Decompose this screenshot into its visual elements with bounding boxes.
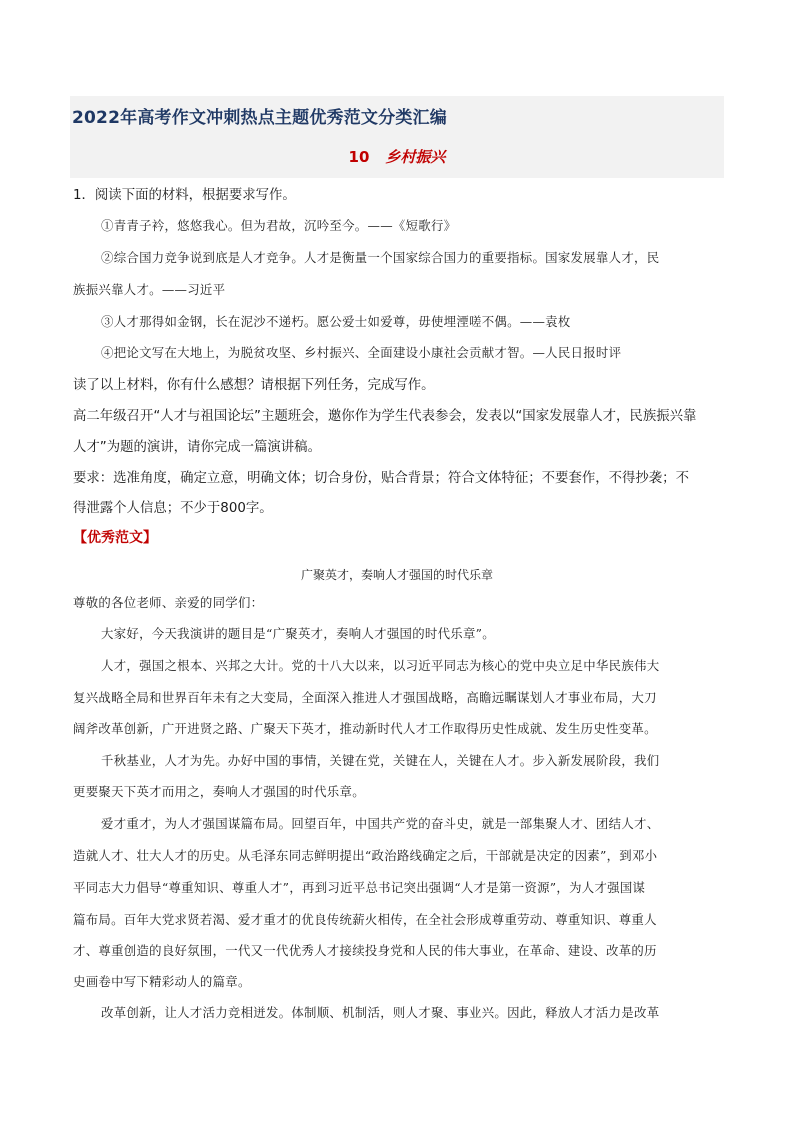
material-line: ③人才那得如金钢，长在泥沙不递朽。愿公爱士如爱尊，毋使埋湮嗟不偶。——袁枚 [101,314,571,329]
task-line: 高二年级召开“人才与祖国论坛”主题班会，邀你作为学生代表参会，发表以“国家发展靠人才，民族振兴靠 [73,409,697,424]
essay-line: 篇布局。百年大党求贤若渴、爱才重才的优良传统薪火相传，在全社会形成尊重劳动、尊重知识、尊重人 [73,912,657,927]
essay-line: 改革创新，让人才活力竞相迸发。体制顺、机制活，则人才聚、事业兴。因此，释放人才活力是改革 [101,1005,660,1020]
essay-line: 尊敬的各位老师、亲爱的同学们： [73,595,264,610]
material-line: 族振兴靠人才。——习近平 [73,282,226,297]
material-line: ①青青子衿，悠悠我心。但为君故，沉吟至今。——《短歌行》 [101,218,457,233]
requirements-line: 得泄露个人信息；不少于800字。 [73,501,273,516]
material-line: ②综合国力竞争说到底是人才竞争。人才是衡量一个国家综合国力的重要指标。国家发展靠人才，民 [101,250,660,265]
essay-line: 造就人才、壮大人才的历史。从毛泽东同志鲜明提出“政治路线确定之后，干部就是决定的因素”，到邓小 [73,848,658,863]
essay-line: 史画卷中写下精彩动人的篇章。 [73,974,251,989]
document-subtitle [0,146,794,167]
essay-line: 复兴战略全局和世界百年未有之大变局，全面深入推进人才强国战略，高瞻远瞩谋划人才事业布局，大刀 [73,690,657,705]
essay-line: 大家好，今天我演讲的题目是“广聚英才，奏响人才强国的时代乐章”。 [101,626,495,641]
essay-line: 爱才重才，为人才强国谋篇布局。回望百年，中国共产党的奋斗史，就是一部集聚人才、团结人才、 [101,816,660,831]
essay-line: 平同志大力倡导“尊重知识、尊重人才”，再到习近平总书记突出强调“人才是第一资源”，为人才强国谋 [73,880,646,895]
essay-line: 千秋基业，人才为先。办好中国的事情，关键在党，关键在人，关键在人才。步入新发展阶段，我们 [101,753,660,768]
essay-line: 人才，强国之根本、兴邦之大计。党的十八大以来，以习近平同志为核心的党中央立足中华民族伟大 [101,658,660,673]
topic-title: 乡村振兴 [385,148,446,166]
question-prompt: 1．阅读下面的材料，根据要求写作。 [73,188,296,203]
essay-line: 更要聚天下英才而用之，奏响人才强国的时代乐章。 [73,784,365,799]
essay-line: 阔斧改革创新，广开进贤之路、广聚天下英才，推动新时代人才工作取得历史性成就、发生历史性变革。 [73,721,657,736]
topic-number: 10 [348,148,370,166]
task-line: 读了以上材料，你有什么感想？请根据下列任务，完成写作。 [73,378,435,393]
requirements-line: 要求：选准角度，确定立意，明确文体；切合身份，贴合背景；符合文体特征；不要套作，不得抄袭；不 [73,471,689,486]
section-label: 【优秀范文】 [73,530,157,546]
material-line: ④把论文写在大地上，为脱贫攻坚、乡村振兴、全面建设小康社会贡献才智。—人民日报时评 [101,345,622,360]
essay-heading: 广聚英才，奏响人才强国的时代乐章 [300,568,493,582]
document-title: 2022年高考作文冲刺热点主题优秀范文分类汇编 [72,108,447,128]
essay-line: 才、尊重创造的良好氛围，一代又一代优秀人才接续投身党和人民的伟大事业，在革命、建设、改革的历 [73,943,657,958]
task-line: 人才”为题的演讲，请你完成一篇演讲稿。 [73,440,321,455]
